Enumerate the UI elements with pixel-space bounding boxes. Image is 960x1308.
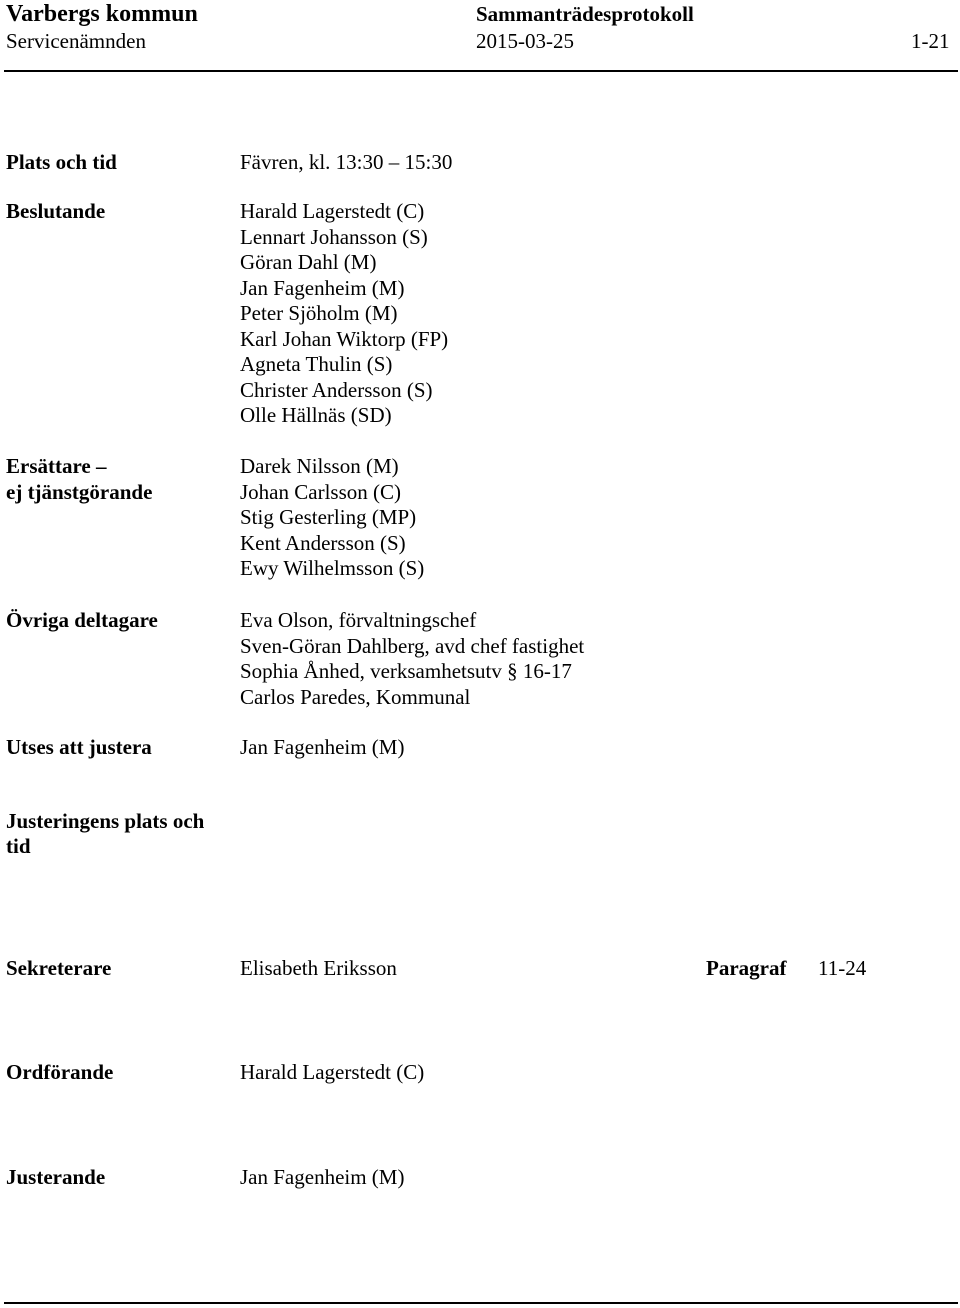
sekreterare-value: Elisabeth Eriksson <box>240 956 397 980</box>
list-item: Johan Carlsson (C) <box>240 479 401 504</box>
org-name: Varbergs kommun <box>6 1 198 27</box>
justeringens-label-line2: tid <box>6 834 31 858</box>
list-item: Karl Johan Wiktorp (FP) <box>240 326 449 351</box>
list-item: Carlos Paredes, Kommunal <box>240 684 471 709</box>
list-item: Sophia Ånhed, verksamhetsutv § 16-17 <box>240 659 572 683</box>
plats-label: Plats och tid <box>6 150 117 174</box>
list-item: Sven-Göran Dahlberg, avd chef fastighet <box>240 633 585 658</box>
ovriga-list <box>240 608 584 710</box>
ordforande-value: Harald Lagerstedt (C) <box>240 1060 425 1084</box>
page-range: 1-21 <box>911 29 950 53</box>
list-item: Peter Sjöholm (M) <box>240 301 398 325</box>
paragraf-label: Paragraf <box>706 956 787 980</box>
list-item: Christer Andersson (S) <box>240 377 433 402</box>
list-item: Harald Lagerstedt (C) <box>240 199 425 223</box>
utses-label: Utses att justera <box>6 735 152 759</box>
footer-rule <box>4 1302 958 1304</box>
justerande-label: Justerande <box>6 1165 106 1189</box>
document-type: Sammanträdesprotokoll <box>476 2 694 26</box>
ersattare-label-line1: Ersättare – <box>6 454 107 478</box>
paragraf-value: 11-24 <box>818 956 867 980</box>
justerande-value: Jan Fagenheim (M) <box>240 1165 405 1189</box>
utses-value: Jan Fagenheim (M) <box>240 735 405 759</box>
header-rule <box>4 70 958 72</box>
list-item: Kent Andersson (S) <box>240 530 406 555</box>
ersattare-list <box>240 454 424 582</box>
ordforande-label: Ordförande <box>6 1060 114 1084</box>
beslutande-list <box>240 199 448 429</box>
beslutande-label: Beslutande <box>6 199 106 223</box>
list-item: Jan Fagenheim (M) <box>240 275 405 300</box>
list-item: Eva Olson, förvaltningschef <box>240 608 477 632</box>
list-item: Göran Dahl (M) <box>240 250 377 274</box>
justeringens-label-line1: Justeringens plats och <box>6 809 205 833</box>
ersattare-label-line2: ej tjänstgörande <box>6 480 153 504</box>
ovriga-label: Övriga deltagare <box>6 608 158 632</box>
list-item: Darek Nilsson (M) <box>240 454 399 478</box>
list-item: Ewy Wilhelmsson (S) <box>240 556 425 580</box>
list-item: Agneta Thulin (S) <box>240 352 393 376</box>
sekreterare-label: Sekreterare <box>6 956 112 980</box>
list-item: Olle Hällnäs (SD) <box>240 403 392 427</box>
department-name: Servicenämnden <box>6 29 146 53</box>
list-item: Lennart Johansson (S) <box>240 224 428 249</box>
plats-value: Fävren, kl. 13:30 – 15:30 <box>240 150 453 174</box>
meeting-date: 2015-03-25 <box>476 29 574 53</box>
list-item: Stig Gesterling (MP) <box>240 505 417 529</box>
